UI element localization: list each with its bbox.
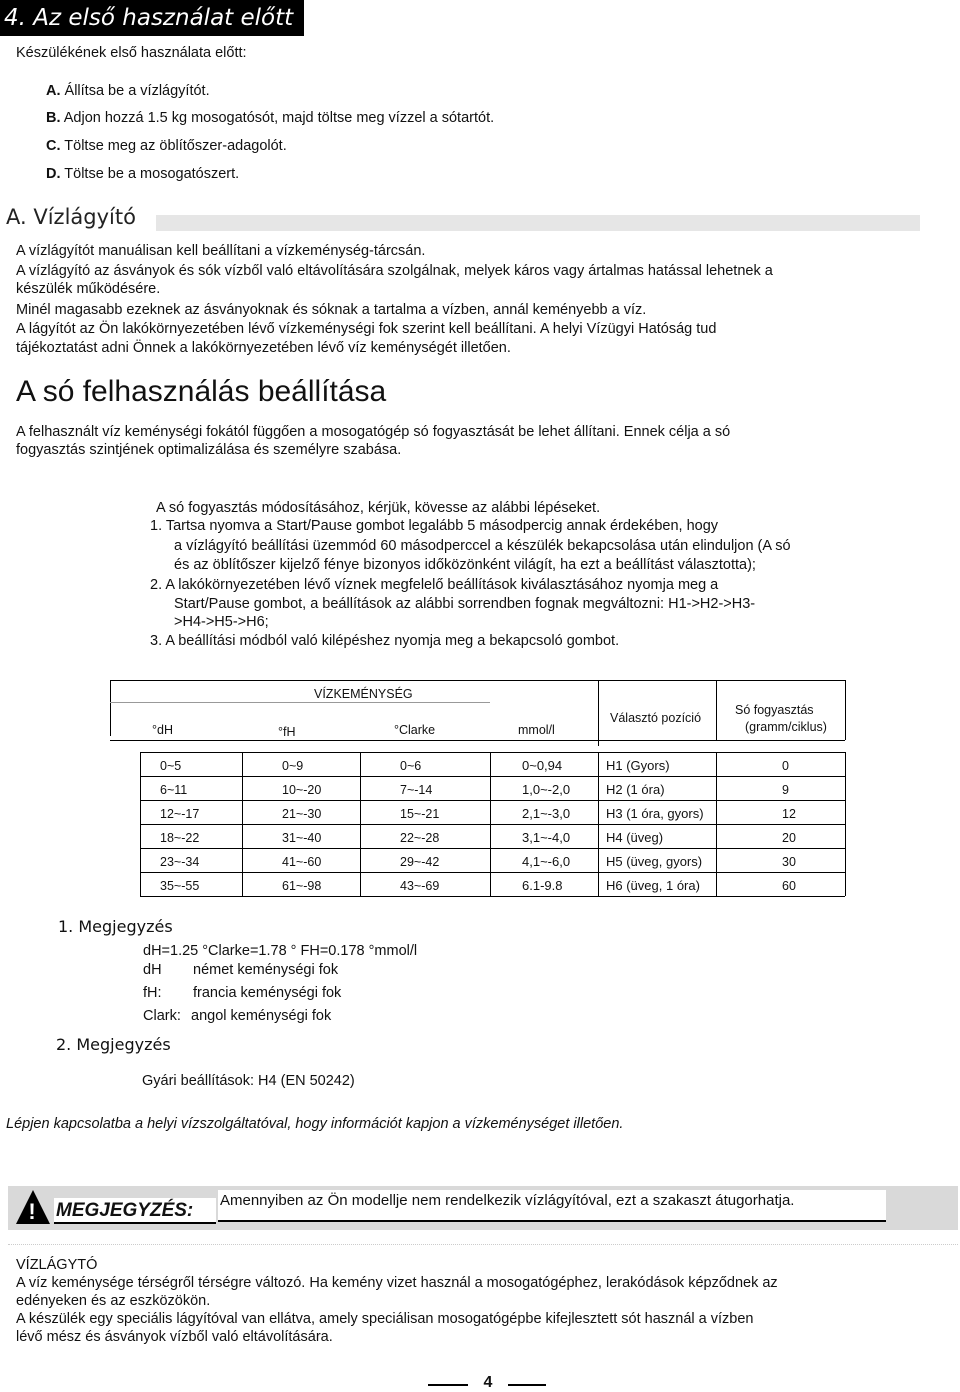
def-key: fH: xyxy=(143,985,162,1001)
instruction-line: 3. A beállítási módból való kilépéshez nyomja meg a bekapcsoló gombot. xyxy=(150,633,620,649)
info-line: edényeken és az eszközökön. xyxy=(16,1293,211,1309)
instruction-line: a vízlágyító beállítási üzemmód 60 másodperccel a készülék bekapcsolása után elinduljon (A só xyxy=(174,538,791,554)
table-cell: 3,1~-4,0 xyxy=(522,830,571,845)
note-1-formula: dH=1.25 °Clarke=1.78 ° FH=0.178 °mmol/l xyxy=(143,943,418,959)
table-header: (gramm/ciklus) xyxy=(745,720,827,734)
section-a-line: A vízlágyítót manuálisan kell beállítani a vízkeménység-tárcsán. xyxy=(16,243,426,259)
table-cell: 0 xyxy=(782,759,789,773)
section-a-line: tájékoztatást adni Önnek a lakókörnyezetében lévő víz keménységét illetően. xyxy=(16,340,511,356)
table-cell: 12~-17 xyxy=(160,807,200,821)
instruction-line: és az öblítőszer kijelző fénye bizonyos időközönként világít, ha ezt a beállítást választotta); xyxy=(174,557,756,573)
table-cell: 2,1~-3,0 xyxy=(522,806,571,821)
chapter-title: 4. Az első használat előtt xyxy=(0,0,304,36)
section-a-heading: A. Vízlágyító xyxy=(6,204,920,230)
def-value: francia keménységi fok xyxy=(193,985,342,1001)
salt-title: A só felhasználás beállítása xyxy=(16,375,387,408)
table-cell: H2 (1 óra) xyxy=(606,782,665,797)
step-b: B. Adjon hozzá 1.5 kg mosogatósót, majd töltse meg vízzel a sótartót. xyxy=(46,110,495,126)
exclamation-icon: ! xyxy=(28,1199,36,1224)
table-cell: 29~-42 xyxy=(400,855,440,869)
table-cell: 7~-14 xyxy=(400,783,433,797)
table-cell: 0~5 xyxy=(160,759,182,773)
info-line: lévő mész és ásványok vízből való eltávolítására. xyxy=(16,1329,333,1345)
table-cell: 9 xyxy=(782,783,789,797)
table-cell: 30 xyxy=(782,855,796,869)
table-cell: 22~-28 xyxy=(400,831,440,845)
factory-settings: Gyári beállítások: H4 (EN 50242) xyxy=(142,1073,355,1089)
def-value: angol keménységi fok xyxy=(191,1008,332,1024)
table-cell: 60 xyxy=(782,879,796,893)
table-header: Só fogyasztás xyxy=(735,703,814,717)
table-cell: H6 (üveg, 1 óra) xyxy=(606,878,700,893)
table-cell: 6~11 xyxy=(160,783,188,797)
table-cell: 20 xyxy=(782,831,796,845)
instruction-line: 2. A lakókörnyezetében lévő víznek megfelelő beállítások kiválasztásához nyomja meg a xyxy=(150,577,719,593)
table-cell: H4 (üveg) xyxy=(606,830,664,845)
def-key: dH xyxy=(143,962,162,978)
section-a-line: Minél magasabb ezeknek az ásványoknak és sóknak a tartalma a vízben, annál keményebb a víz. xyxy=(16,302,647,318)
table-cell: 12 xyxy=(782,807,796,821)
table-cell: 23~-34 xyxy=(160,855,200,869)
table-cell: H5 (üveg, gyors) xyxy=(606,854,703,869)
section-a-line: A lágyítót az Ön lakókörnyezetében lévő vízkeménységi fok szerint kell beállítani. A helyi Vízügyi Hatóság tud xyxy=(16,321,717,337)
step-d: D. Töltse be a mosogatószert. xyxy=(46,166,240,182)
table-cell: 35~-55 xyxy=(160,879,200,893)
note-1-title: 1. Megjegyzés xyxy=(58,917,173,936)
table-cell: 43~-69 xyxy=(400,879,440,893)
table-cell: 4,1~-6,0 xyxy=(522,854,571,869)
def-key: Clark: xyxy=(143,1008,181,1024)
table-cell: 10~-20 xyxy=(282,783,322,797)
section-a-line: készülék működésére. xyxy=(16,281,161,297)
def-value: német keménységi fok xyxy=(193,962,339,978)
contact-note: Lépjen kapcsolatba a helyi vízszolgáltatóval, hogy információt kapjon a vízkeménységet illetően. xyxy=(6,1116,624,1132)
note-2-title: 2. Megjegyzés xyxy=(56,1035,171,1054)
table-header: °fH xyxy=(278,725,296,739)
intro-lead: Készülékének első használata előtt: xyxy=(16,45,247,61)
page-rule-right xyxy=(508,1384,546,1386)
instructions-lead: A só fogyasztás módosításához, kérjük, kövesse az alábbi lépéseket. xyxy=(156,500,601,516)
salt-line: fogyasztás szintjének optimalizálása és személyre szabása. xyxy=(16,442,402,458)
instruction-line: 1. Tartsa nyomva a Start/Pause gombot legalább 5 másodpercig annak érdekében, hogy xyxy=(150,518,719,534)
table-cell: 21~-30 xyxy=(282,807,322,821)
table-header: Választó pozíció xyxy=(610,711,702,725)
instruction-line: Start/Pause gombot, a beállítások az alábbi sorrendben fognak megváltozni: H1->H2->H3- xyxy=(174,596,756,612)
warning-label: MEGJEGYZÉS: xyxy=(54,1198,216,1224)
table-header: °dH xyxy=(152,723,173,737)
table-cell: H1 (Gyors) xyxy=(606,758,670,773)
info-line: A készülék egy speciális lágyítóval van ellátva, amely speciálisan mosogatógépbe kifejlesztett sót használ a vízben xyxy=(16,1311,754,1327)
info-title: VÍZLÁGYTÓ xyxy=(16,1257,98,1273)
table-cell: 0~9 xyxy=(282,759,304,773)
table-cell: 41~-60 xyxy=(282,855,322,869)
step-a: A. Állítsa be a vízlágyítót. xyxy=(46,83,210,99)
table-cell: 0~0,94 xyxy=(522,758,563,773)
table-cell: 1,0~-2,0 xyxy=(522,782,571,797)
table-header: °Clarke xyxy=(394,723,436,737)
table-cell: 61~-98 xyxy=(282,879,322,893)
table-cell: 15~-21 xyxy=(400,807,440,821)
table-cell: H3 (1 óra, gyors) xyxy=(606,806,704,821)
table-cell: 31~-40 xyxy=(282,831,322,845)
salt-line: A felhasznált víz keménységi fokától függően a mosogatógép só fogyasztását be lehet állítani. Ennek célja a só xyxy=(16,424,731,440)
section-a-line: A vízlágyító az ásványok és sók vízből való eltávolítására szolgálnak, melyek káros vagy ártalmas hatással lehetnek a xyxy=(16,263,773,279)
step-c: C. Töltse meg az öblítőszer-adagolót. xyxy=(46,138,287,154)
table-header: mmol/l xyxy=(518,723,555,737)
table-group-header: VÍZKEMÉNYSÉG xyxy=(314,687,413,701)
table-cell: 0~6 xyxy=(400,759,422,773)
instruction-line: >H4->H5->H6; xyxy=(174,614,269,630)
page-rule-left xyxy=(428,1384,468,1386)
table-cell: 6.1-9.8 xyxy=(522,878,563,893)
table-cell: 18~-22 xyxy=(160,831,200,845)
page-number: 4 xyxy=(483,1374,493,1391)
warning-text: Amennyiben az Ön modellje nem rendelkezik vízlágyítóval, ezt a szakaszt átugorhatja. xyxy=(218,1190,886,1222)
heading-bar xyxy=(156,215,920,231)
info-line: A víz keménysége térségről térségre változó. Ha kemény vizet használ a mosogatógéphez, lerakódások képződnek az xyxy=(16,1275,778,1291)
